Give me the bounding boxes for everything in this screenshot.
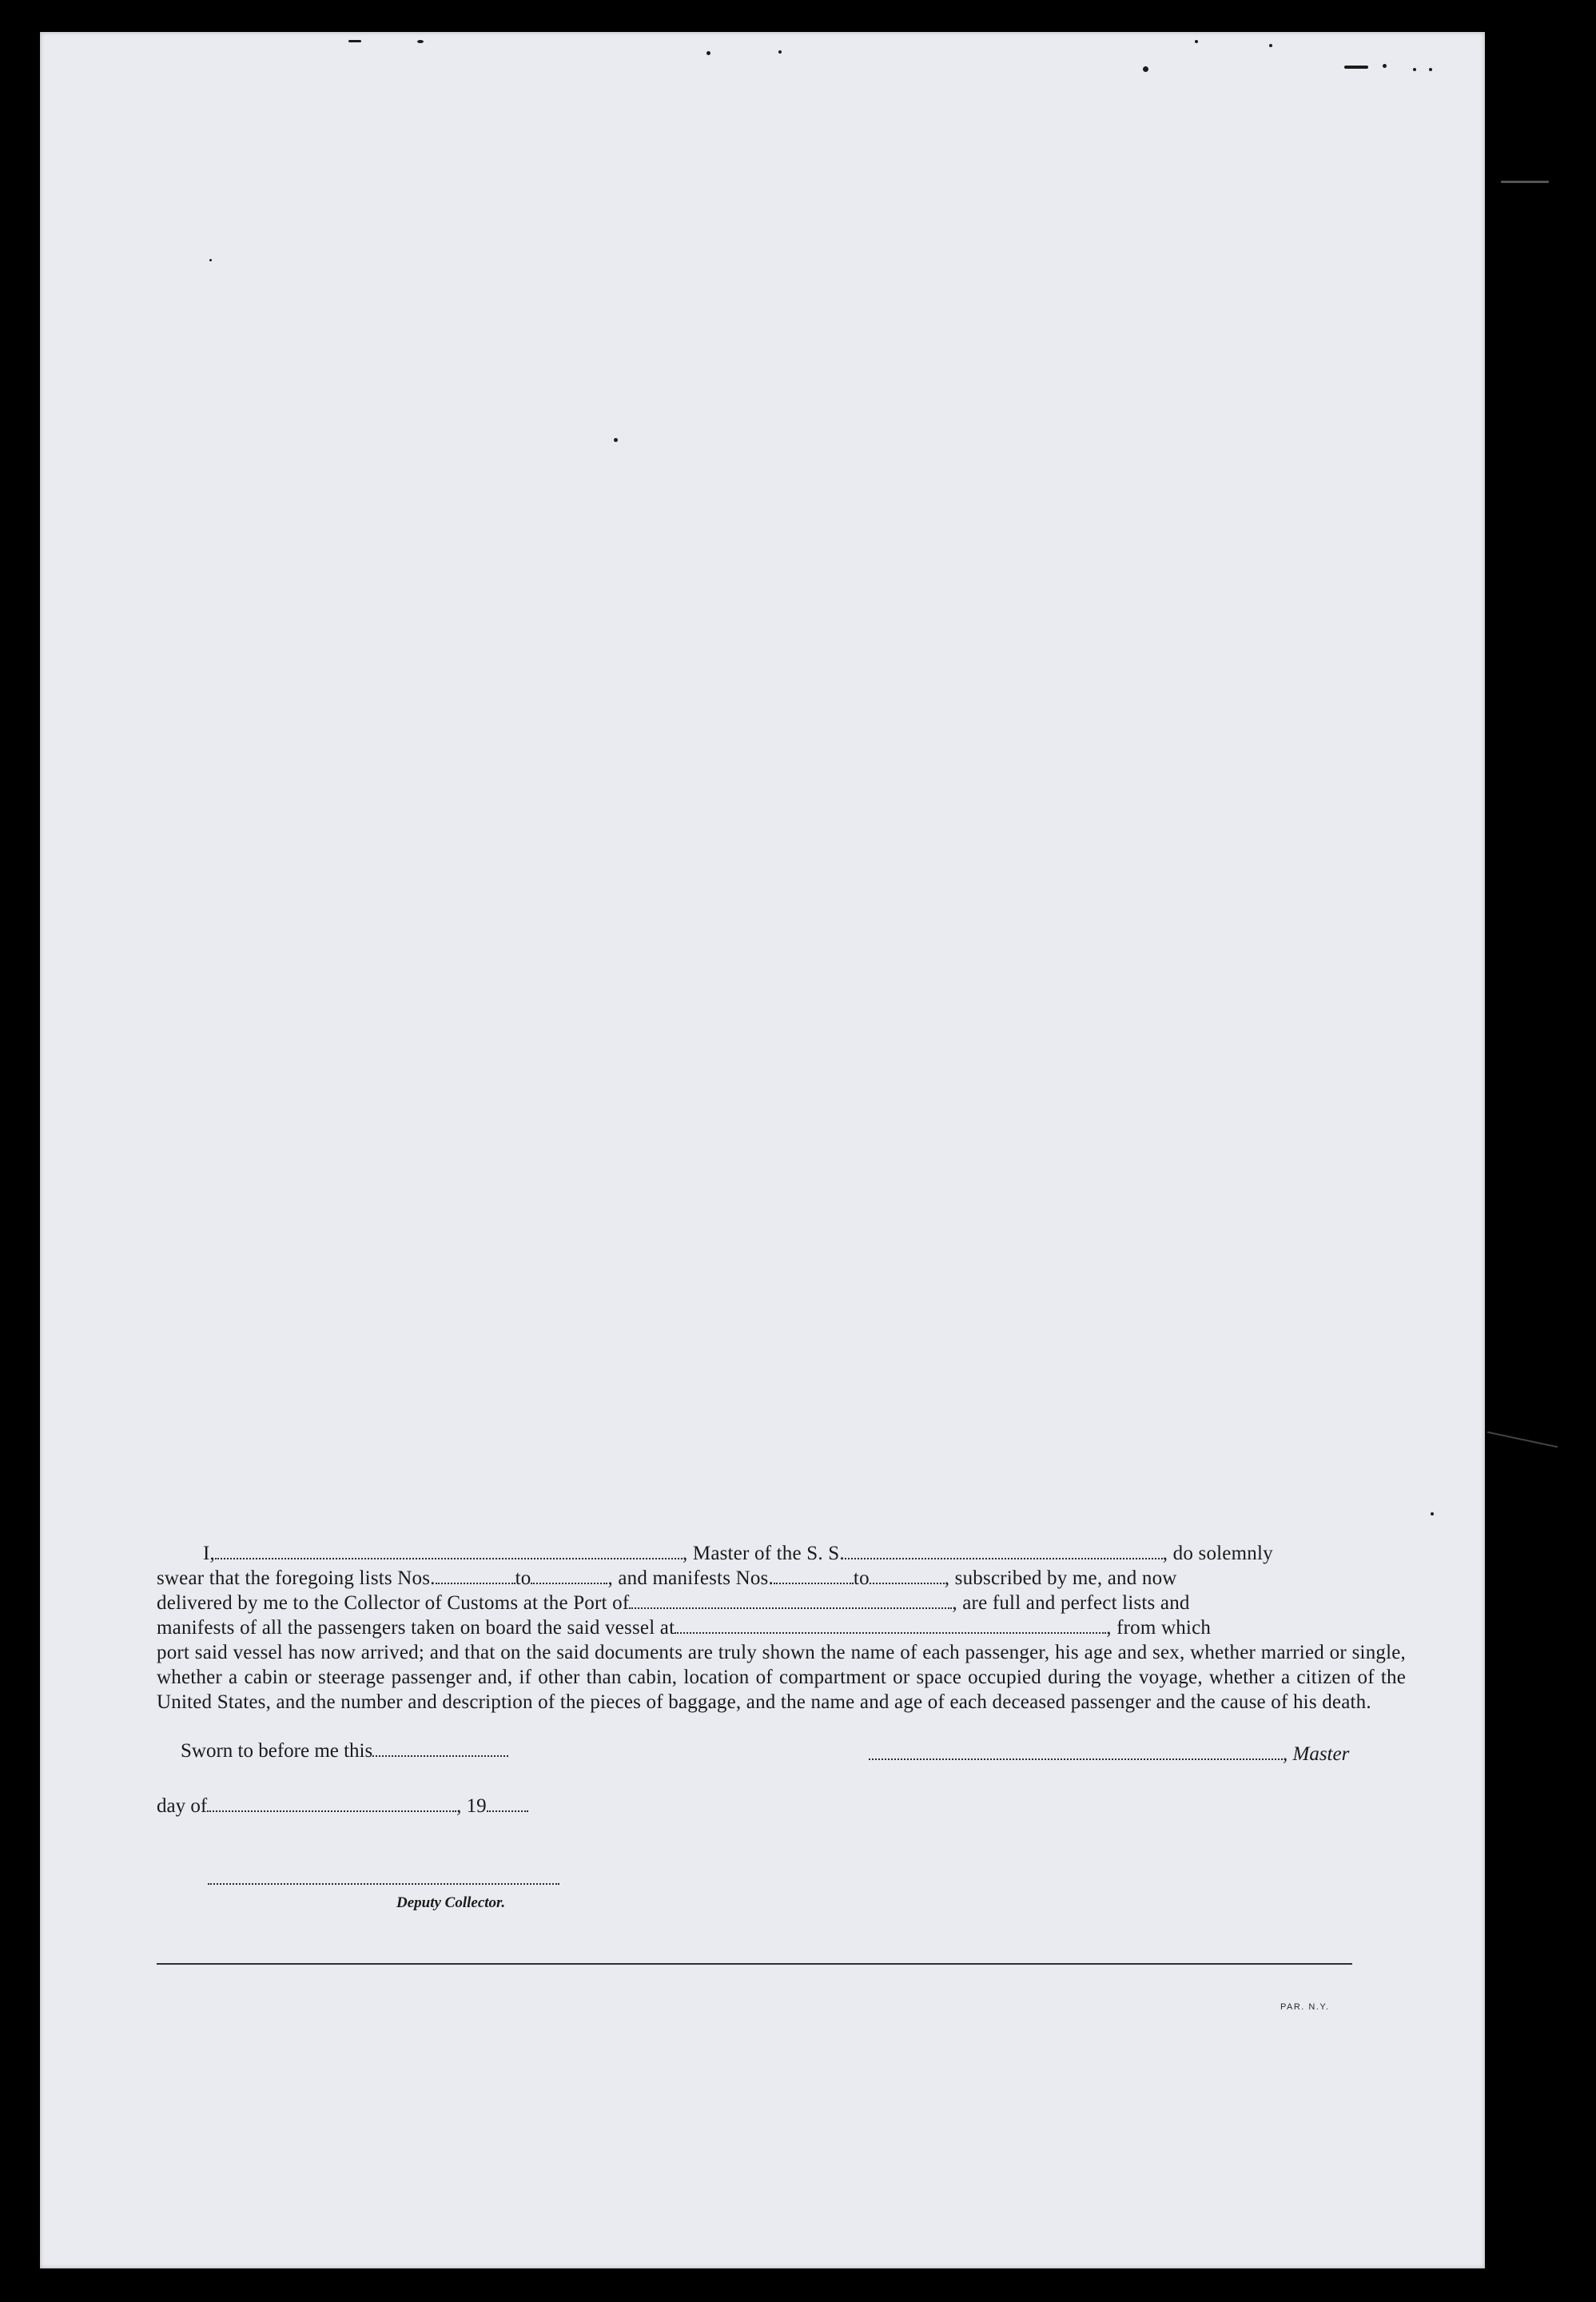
scan-speck [348, 40, 361, 42]
oath-paragraph [157, 1541, 1406, 1715]
oath-i: I, [203, 1543, 215, 1564]
oath-master-of: , Master of the S. S. [682, 1543, 845, 1564]
oath-manifests-all: manifests of all the passengers taken on board the said vessel at [157, 1617, 675, 1639]
scan-speck [1431, 1512, 1434, 1515]
scan-speck [706, 51, 710, 55]
deputy-signature-blank[interactable] [208, 1869, 559, 1885]
scan-speck [614, 438, 618, 442]
footer-rule [157, 1963, 1352, 1965]
year-blank[interactable] [487, 1796, 528, 1812]
oath-subscribed: , subscribed by me, and now [944, 1567, 1177, 1589]
master-signature-row [869, 1743, 1349, 1766]
oath-from-which: , from which [1106, 1617, 1212, 1639]
oath-rest: port said vessel has now arrived; and that on the said documents are truly shown the name of each passenger, his age and sex, whether married or single, whether a cabin or steerage passenger and, if other than cabin, location of compartment or space occupied during the voyage, whether a citizen of the United States, and the number and description of the pieces of baggage, and the name and age of each deceased passenger and the cause of his death. [157, 1642, 1406, 1713]
scan-speck [1344, 66, 1368, 69]
scan-speck [1269, 44, 1272, 47]
oath-delivered: delivered by me to the Collector of Customs at the Port of [157, 1592, 630, 1614]
master-name-blank[interactable] [215, 1543, 683, 1559]
scan-speck [209, 259, 212, 261]
document-page [40, 32, 1485, 2268]
scan-speck [1195, 40, 1198, 43]
scan-speck [1383, 64, 1387, 68]
oath-line-3 [157, 1591, 1406, 1615]
lists-to-blank[interactable] [531, 1568, 607, 1584]
oath-full-perfect: , are full and perfect lists and [952, 1592, 1190, 1614]
oath-and-manifests: , and manifests Nos. [607, 1567, 774, 1589]
month-blank[interactable] [207, 1796, 456, 1812]
oath-do-solemnly: , do solemnly [1162, 1543, 1273, 1564]
sworn-day-blank[interactable] [372, 1741, 508, 1757]
day-of-label: day of [157, 1795, 208, 1817]
oath-line-2 [157, 1566, 1406, 1591]
oath-line-4 [157, 1615, 1406, 1640]
scan-speck [778, 50, 782, 54]
lists-from-blank[interactable] [436, 1568, 515, 1584]
year-prefix: , 19 [456, 1795, 487, 1817]
sworn-row [181, 1740, 508, 1762]
master-label: , Master [1283, 1743, 1350, 1765]
deputy-collector-label: Deputy Collector. [396, 1894, 506, 1911]
scan-speck [1143, 66, 1148, 72]
scan-edge-mark [1501, 181, 1549, 183]
printer-imprint: PAR. N.Y. [1280, 2002, 1330, 2012]
scan-edge-mark [1487, 1432, 1558, 1448]
scan-speck [1429, 68, 1432, 71]
ship-name-blank[interactable] [845, 1543, 1163, 1559]
oath-line-1 [157, 1541, 1406, 1566]
manifests-from-blank[interactable] [774, 1568, 854, 1584]
port-blank[interactable] [629, 1593, 952, 1609]
scan-speck [417, 40, 424, 43]
master-signature-blank[interactable] [869, 1744, 1283, 1760]
oath-to-2: to [853, 1567, 870, 1589]
sworn-label: Sworn to before me this [181, 1740, 373, 1762]
scan-speck [1413, 68, 1416, 71]
day-of-row [157, 1795, 528, 1818]
oath-to-1: to [515, 1567, 531, 1589]
manifests-to-blank[interactable] [870, 1568, 945, 1584]
oath-swear-lists: swear that the foregoing lists Nos. [157, 1567, 436, 1589]
departure-port-blank[interactable] [675, 1618, 1106, 1634]
